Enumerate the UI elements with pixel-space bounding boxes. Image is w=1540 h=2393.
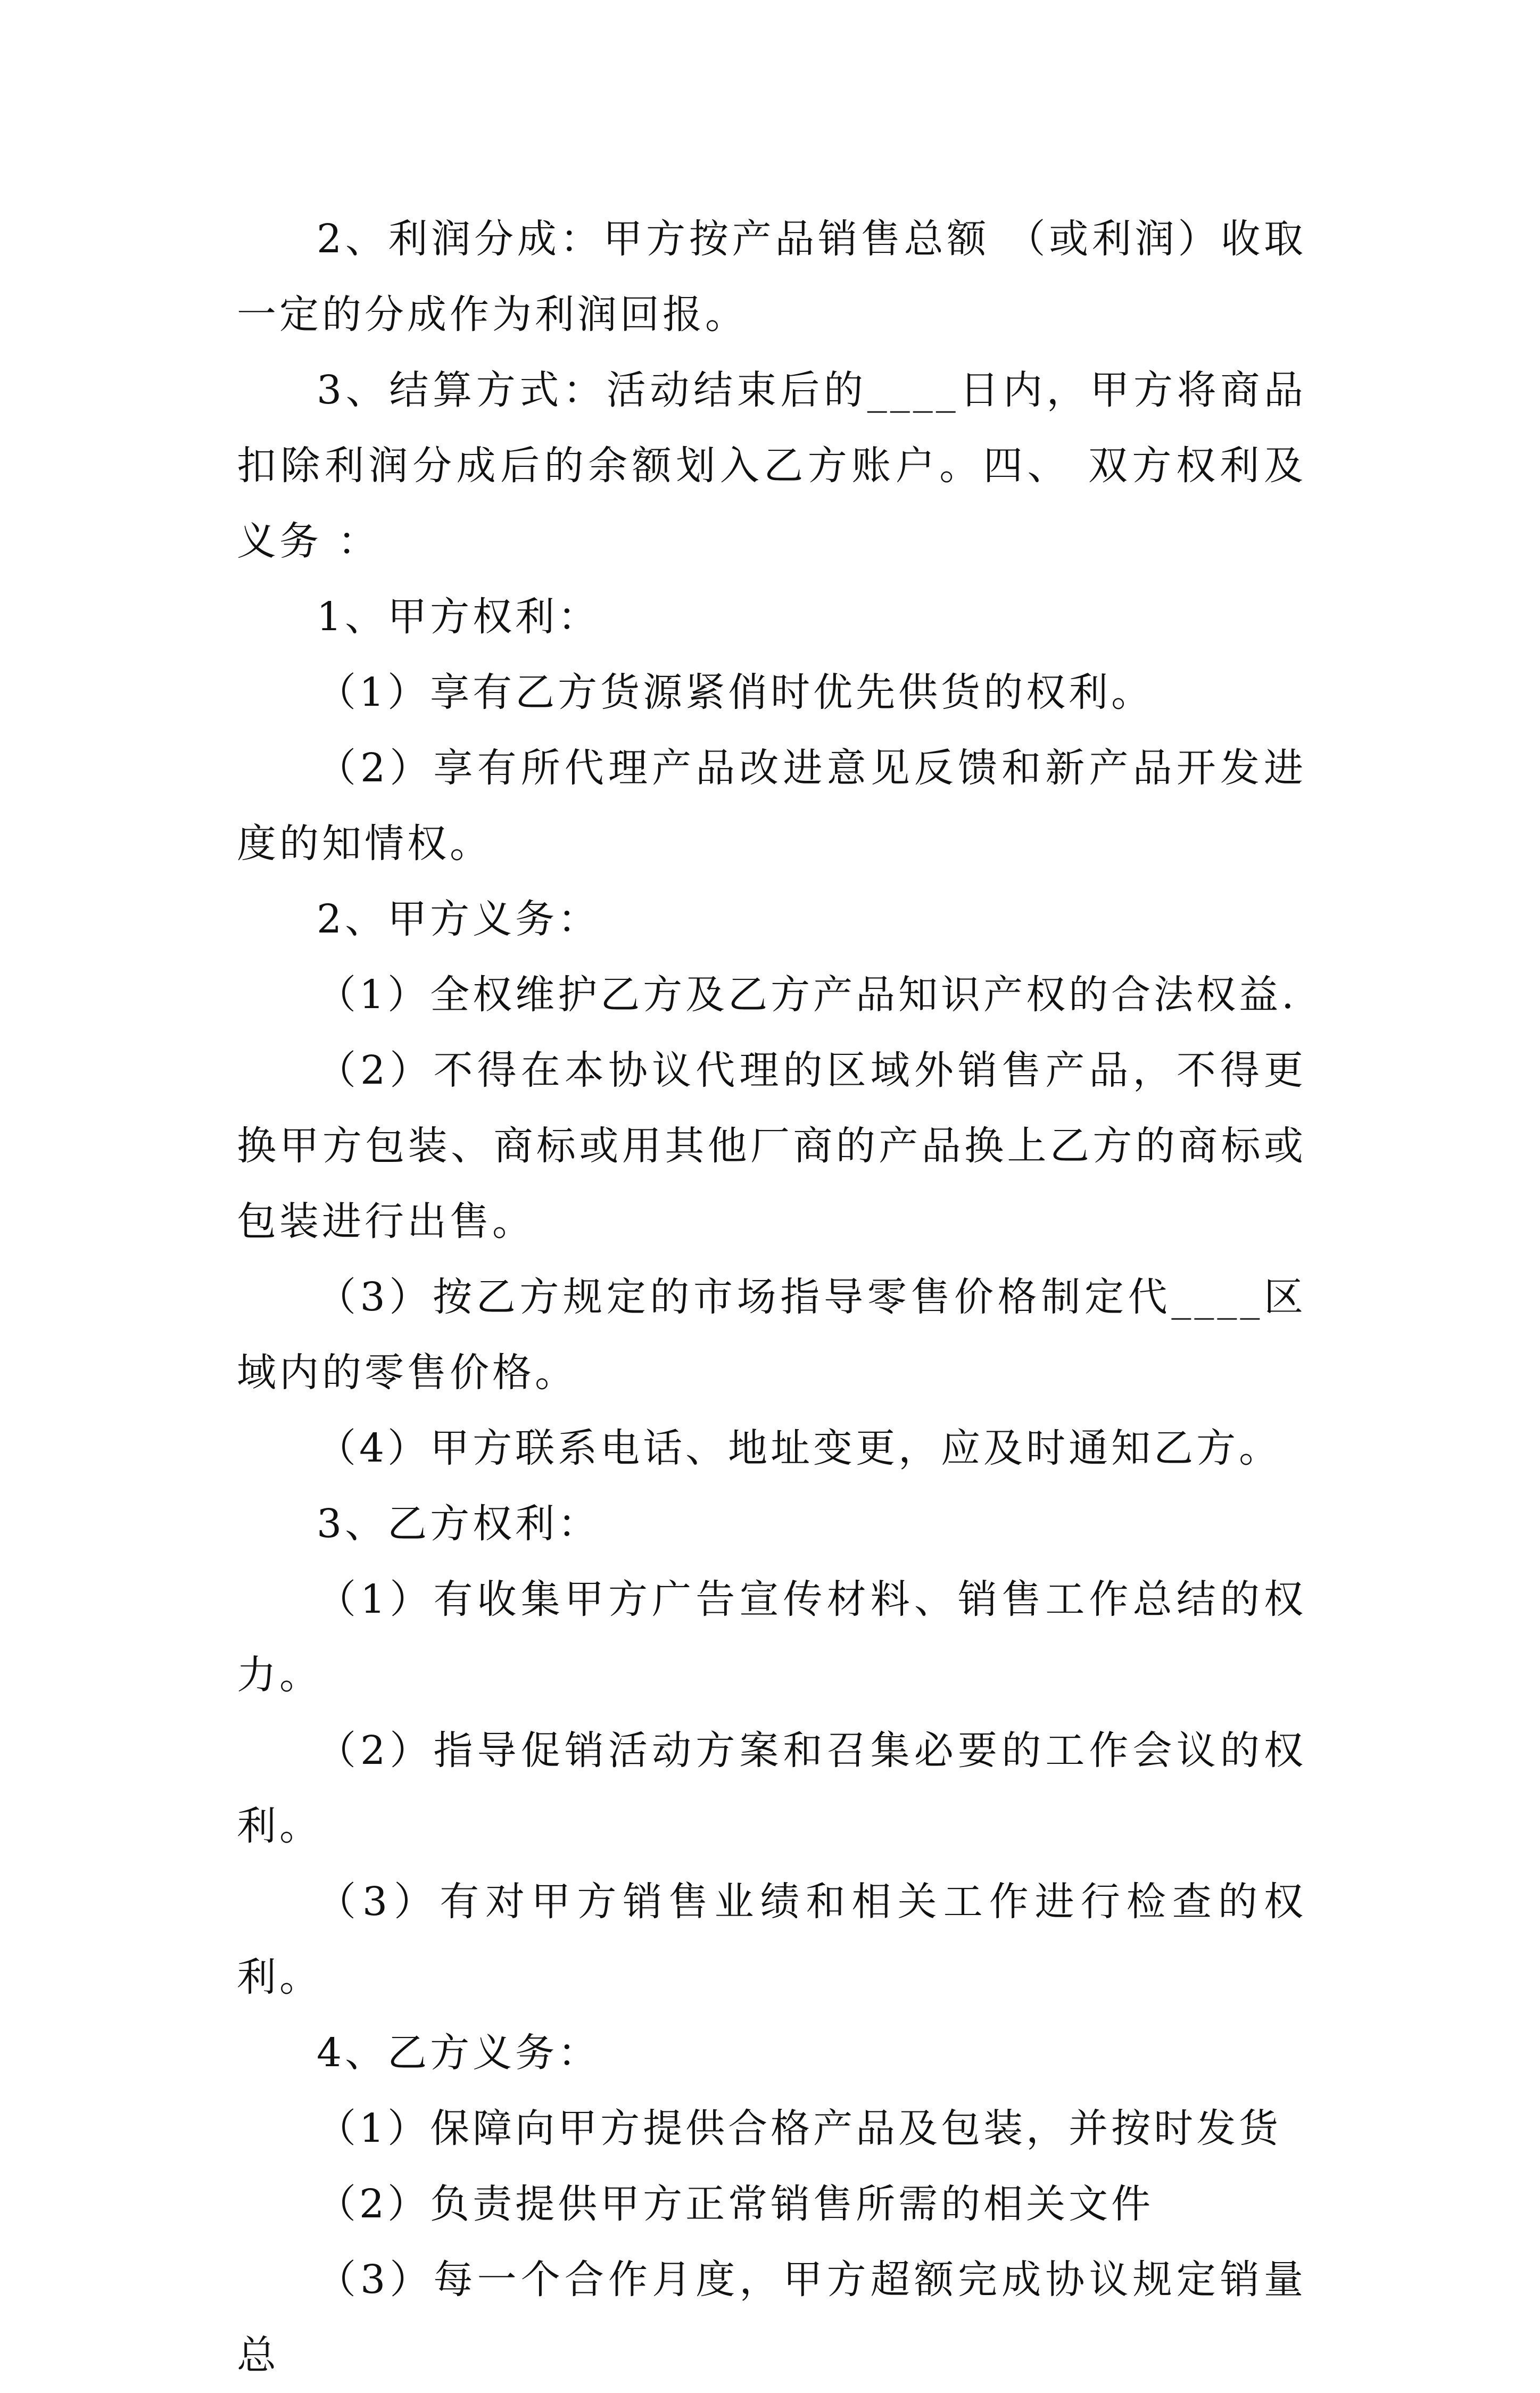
list-item-party-a-obligation-2: （2）不得在本协议代理的区域外销售产品，不得更换甲方包装、商标或用其他厂商的产品换上乙方的商标或包装进行出售。 bbox=[237, 1047, 1306, 1244]
list-item-party-b-right-1: （1）有收集甲方广告宣传材料、销售工作总结的权力。 bbox=[237, 1577, 1306, 1698]
heading-party-a-rights: 1、甲方权利： bbox=[317, 594, 601, 640]
paragraph-profit-share: 2、利润分成：甲方按产品销售总额 （或利润）收取一定的分成作为利润回报。 bbox=[237, 216, 1306, 337]
list-item-party-a-right-1: （1）享有乙方货源紧俏时优先供货的权利。 bbox=[317, 670, 1154, 715]
list-item-party-a-obligation-4: （4）甲方联系电话、地址变更，应及时通知乙方。 bbox=[317, 1425, 1282, 1471]
heading-party-b-obligations: 4、乙方义务： bbox=[317, 2030, 601, 2076]
paragraph-settlement: 3、结算方式：活动结束后的____日内，甲方将商品扣除利润分成后的余额划入乙方账户。四、 双方权利及义务 ： bbox=[237, 367, 1306, 564]
list-item-party-b-obligation-3: （3）每一个合作月度，甲方超额完成协议规定销量总 bbox=[237, 2257, 1306, 2378]
heading-party-b-rights: 3、乙方权利： bbox=[317, 1501, 601, 1547]
list-item-party-a-right-2: （2）享有所代理产品改进意见反馈和新产品开发进度的知情权。 bbox=[237, 745, 1306, 867]
list-item-party-b-right-3: （3）有对甲方销售业绩和相关工作进行检查的权利。 bbox=[237, 1879, 1306, 2000]
list-item-party-a-obligation-1: （1）全权维护乙方及乙方产品知识产权的合法权益. bbox=[317, 972, 1297, 1018]
list-item-party-b-obligation-2: （2）负责提供甲方正常销售所需的相关文件 bbox=[317, 2181, 1154, 2227]
list-item-party-a-obligation-3: （3）按乙方规定的市场指导零售价格制定代____区域内的零售价格。 bbox=[237, 1274, 1306, 1396]
list-item-party-b-obligation-1: （1）保障向甲方提供合格产品及包装，并按时发货 bbox=[317, 2106, 1282, 2151]
heading-party-a-obligations: 2、甲方义务： bbox=[317, 896, 601, 942]
list-item-party-b-right-2: （2）指导促销活动方案和召集必要的工作会议的权利。 bbox=[237, 1728, 1306, 1849]
document-body bbox=[237, 201, 1306, 2393]
